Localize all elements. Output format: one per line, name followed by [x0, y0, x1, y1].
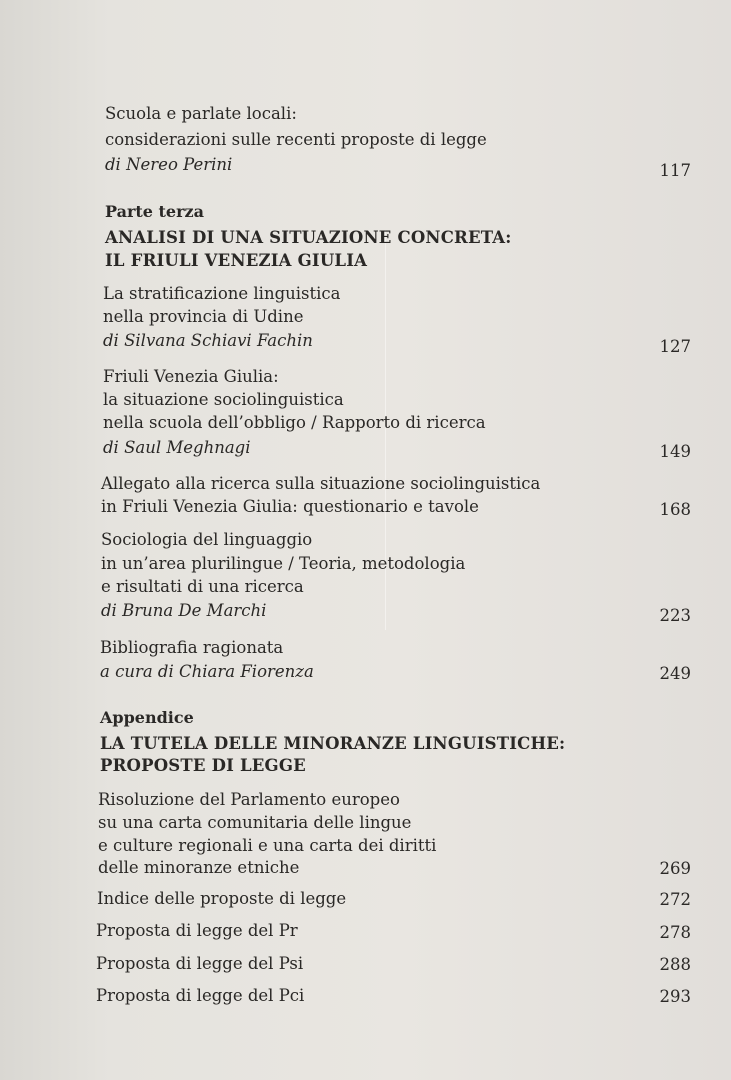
- entry-title-line: in un’area plurilingue / Teoria, metodologia: [101, 554, 466, 573]
- entry-author: di Silvana Schiavi Fachin: [103, 331, 313, 350]
- entry-page-number: 288: [659, 955, 691, 974]
- entry-title-line: delle minoranze etniche: [98, 858, 300, 877]
- entry-title-line: la situazione sociolinguistica: [103, 390, 344, 409]
- entry-title-line: Risoluzione del Parlamento europeo: [98, 790, 400, 809]
- entry-title-line: su una carta comunitaria delle lingue: [98, 813, 412, 832]
- entry-title-line: Proposta di legge del Pci: [96, 986, 305, 1005]
- appendix-label: Appendice: [100, 708, 194, 727]
- entry-title-line: nella scuola dell’obbligo / Rapporto di ricerca: [103, 413, 486, 432]
- entry-page-number: 127: [659, 337, 691, 356]
- entry-title-line: e risultati di una ricerca: [101, 577, 304, 596]
- entry-title-line: Allegato alla ricerca sulla situazione sociolinguistica: [101, 474, 541, 493]
- entry-title-line: La stratificazione linguistica: [103, 284, 341, 303]
- entry-page-number: 249: [659, 664, 691, 683]
- entry-author: di Saul Meghnagi: [103, 438, 251, 457]
- entry-page-number: 117: [659, 161, 691, 180]
- entry-title-line: Friuli Venezia Giulia:: [103, 367, 279, 386]
- entry-author: a cura di Chiara Fiorenza: [100, 662, 314, 681]
- entry-title-line: Sociologia del linguaggio: [101, 530, 313, 549]
- entry-page-number: 293: [659, 987, 691, 1006]
- part-heading-line: IL FRIULI VENEZIA GIULIA: [105, 251, 368, 270]
- entry-page-number: 223: [659, 606, 691, 625]
- entry-title-line: Indice delle proposte di legge: [97, 889, 347, 908]
- entry-title-line: Proposta di legge del Psi: [96, 954, 304, 973]
- entry-page-number: 149: [659, 442, 691, 461]
- entry-author: di Nereo Perini: [105, 155, 233, 174]
- entry-title-line: considerazioni sulle recenti proposte di legge: [105, 130, 487, 149]
- entry-title-line: Scuola e parlate locali:: [105, 104, 297, 123]
- part-label: Parte terza: [105, 202, 204, 221]
- entry-title-line: nella provincia di Udine: [103, 307, 304, 326]
- entry-author: di Bruna De Marchi: [101, 601, 267, 620]
- appendix-heading-line: LA TUTELA DELLE MINORANZE LINGUISTICHE:: [100, 734, 566, 753]
- entry-title-line: Bibliografia ragionata: [100, 638, 284, 657]
- entry-page-number: 269: [659, 859, 691, 878]
- appendix-heading-line: PROPOSTE DI LEGGE: [100, 756, 306, 775]
- entry-page-number: 278: [659, 923, 691, 942]
- entry-title-line: Proposta di legge del Pr: [96, 921, 298, 940]
- entry-page-number: 272: [659, 890, 691, 909]
- entry-title-line: in Friuli Venezia Giulia: questionario e tavole: [101, 497, 479, 516]
- entry-page-number: 168: [659, 500, 691, 519]
- entry-title-line: e culture regionali e una carta dei diritti: [98, 836, 437, 855]
- part-heading-line: ANALISI DI UNA SITUAZIONE CONCRETA:: [105, 228, 512, 247]
